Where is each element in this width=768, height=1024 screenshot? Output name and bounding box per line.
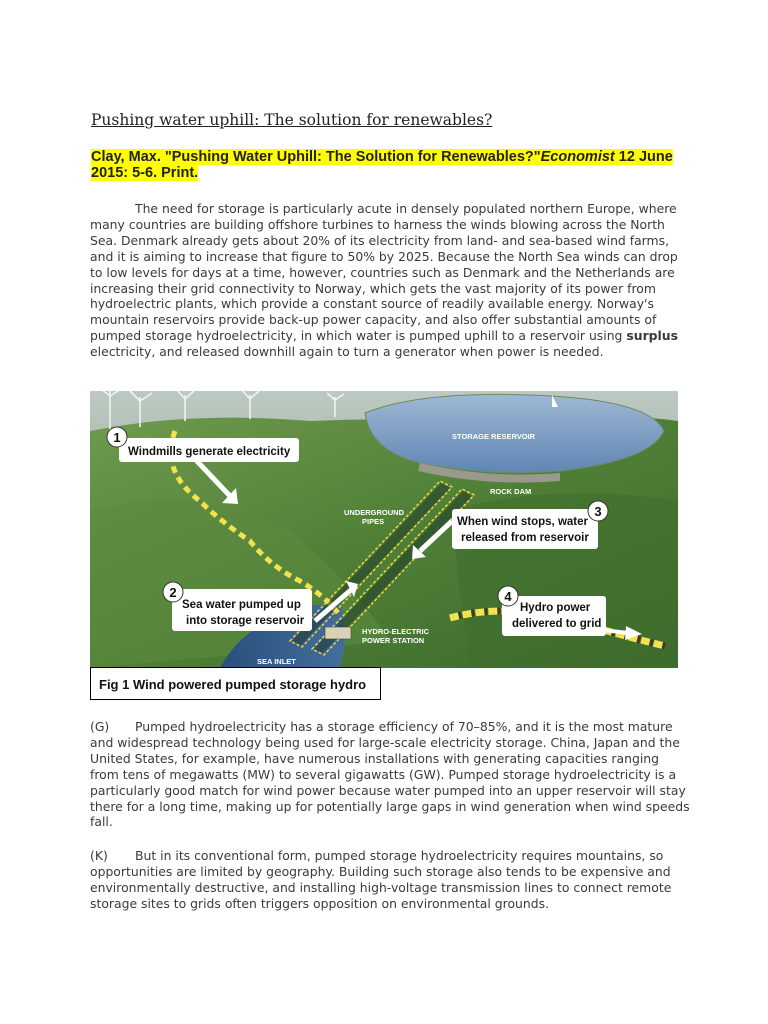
paragraph-k bbox=[90, 848, 690, 912]
label-power-station-1: HYDRO-ELECTRIC bbox=[362, 627, 430, 636]
citation-publication: Economist bbox=[540, 149, 615, 165]
label-storage-reservoir: STORAGE RESERVOIR bbox=[452, 432, 536, 441]
citation-article: "Pushing Water Uphill: The Solution for Renewables?" bbox=[164, 149, 541, 165]
figure-caption: Fig 1 Wind powered pumped storage hydro bbox=[90, 667, 381, 700]
paragraph-intro-text: The need for storage is particularly acute in densely populated northern Europe, where many countries are building offshore turbines to harness the winds blowing across the North Sea. Denmark already gets about 20% of its electricity from land- and sea-based wind farms, and it is aiming to increase that figure to 50% by 2025. Because the North Sea winds can drop to low levels for days at a time, however, countries such as Denmark and the Netherlands are increasing their grid connectivity to Norway, which gets the vast majority of its power from hydroelectric plants, which provide a constant source of readily available energy. Norway's mountain reservoirs provide back-up power capacity, and also offer substantial amounts of pumped storage hydroelectricity, in which water is pumped uphill to a reservoir using bbox=[90, 201, 678, 344]
power-station bbox=[325, 627, 351, 639]
pumped-storage-figure bbox=[90, 391, 678, 668]
label-power-station-2: POWER STATION bbox=[362, 636, 425, 645]
paragraph-g-text: Pumped hydroelectricity has a storage efficiency of 70–85%, and it is the most mature and widespread technology being used for large-scale electricity storage. China, Japan and the United States, for example, have numerous installations with generating capacities ranging from tens of megawatts (MW) to several gigawatts (GW). Pumped storage hydroelectricity is a particularly good match for wind power because water pumped into an upper reservoir will stay there for a long time, making up for potentially large gaps in wind generation when wind speeds fall. bbox=[90, 719, 690, 830]
step4-line1: Hydro power bbox=[520, 602, 591, 614]
paragraph-g bbox=[90, 719, 690, 830]
step1-number: 1 bbox=[113, 430, 121, 445]
paragraph-g-tag: (G) bbox=[90, 719, 110, 734]
step2-line1: Sea water pumped up bbox=[182, 599, 301, 611]
label-sea-inlet: SEA INLET bbox=[257, 657, 296, 666]
paragraph-k-text: But in its conventional form, pumped storage hydroelectricity requires mountains, so opportunities are limited by geography. Building such storage also tends to be expensive and environmentally destructive, and installing high-voltage transmission lines to connect remote storage sites to grids often triggers opposition on environmental grounds. bbox=[90, 848, 672, 911]
bold-term: surplus bbox=[626, 328, 678, 344]
step2-line2: into storage reservoir bbox=[186, 615, 305, 627]
step3-line2: released from reservoir bbox=[461, 532, 589, 544]
paragraph-intro-text-end: electricity, and released downhill again to turn a generator when power is needed. bbox=[90, 344, 604, 360]
document-title: Pushing water uphill: The solution for renewables? bbox=[91, 111, 493, 129]
step4-number: 4 bbox=[504, 589, 512, 604]
paragraph-k-tag: (K) bbox=[90, 848, 108, 863]
step2-number: 2 bbox=[169, 585, 177, 600]
citation-author: Clay, Max. bbox=[91, 149, 161, 165]
label-underground-pipes-2: PIPES bbox=[362, 517, 385, 526]
citation bbox=[91, 149, 691, 181]
step4-line2: delivered to grid bbox=[512, 618, 602, 630]
step3-number: 3 bbox=[594, 504, 602, 519]
label-rock-dam: ROCK DAM bbox=[490, 487, 532, 496]
citation-details: 12 June 2015: 5-6. Print. bbox=[91, 149, 673, 181]
step1-text: Windmills generate electricity bbox=[128, 446, 291, 458]
step2-callout bbox=[163, 582, 312, 631]
label-underground-pipes-1: UNDERGROUND bbox=[344, 508, 404, 517]
paragraph-intro bbox=[90, 201, 690, 360]
step3-line1: When wind stops, water bbox=[457, 516, 588, 528]
